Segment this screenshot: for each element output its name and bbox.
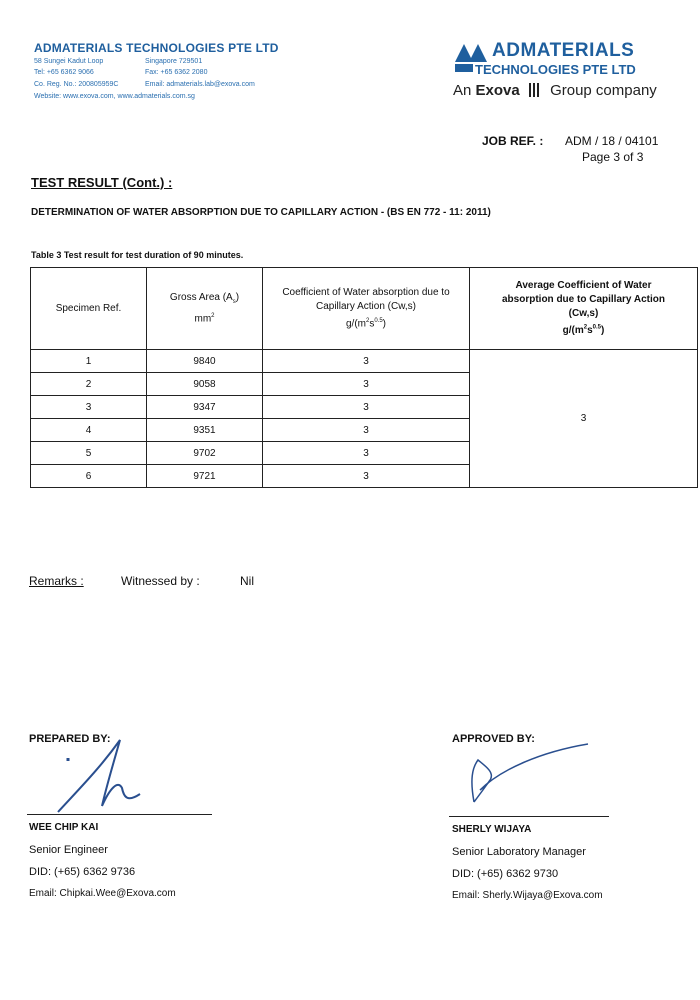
job-ref-value: ADM / 18 / 04101: [565, 134, 659, 148]
cell-ref: 3: [31, 396, 147, 419]
group-company-line: [453, 82, 657, 99]
section-title: TEST RESULT (Cont.) :: [31, 175, 173, 190]
table-row: [31, 350, 698, 373]
logo-title: ADMATERIALS: [492, 40, 635, 61]
company-address: 58 Sungei Kadut Loop: [34, 58, 104, 65]
cell-coeff: 3: [263, 465, 470, 488]
cell-coeff: 3: [263, 396, 470, 419]
table-header-row: [31, 268, 698, 350]
page-number: Page 3 of 3: [582, 150, 644, 164]
approved-did: DID: (+65) 6362 9730: [452, 868, 559, 880]
cell-ref: 2: [31, 373, 147, 396]
job-ref-label: JOB REF. :: [482, 134, 544, 148]
header-specimen: Specimen Ref.: [31, 268, 147, 350]
company-fax: Fax: +65 6362 2080: [145, 69, 208, 76]
witnessed-value: Nil: [240, 574, 254, 588]
approved-signature-line: [449, 816, 609, 817]
remarks-label: Remarks :: [29, 574, 84, 588]
approved-name: SHERLY WIJAYA: [452, 824, 532, 835]
test-title: DETERMINATION OF WATER ABSORPTION DUE TO CAPILLARY ACTION - (BS EN 772 - 11: 2011): [31, 207, 491, 218]
approved-email: Email: Sherly.Wijaya@Exova.com: [452, 890, 603, 901]
cell-area: 9840: [147, 350, 263, 373]
exova-mark-icon: [528, 82, 542, 98]
cell-coeff: 3: [263, 350, 470, 373]
cell-average: 3: [470, 350, 698, 488]
approved-title: Senior Laboratory Manager: [452, 846, 586, 858]
header-average-coefficient: Average Coefficient of Water absorption due to Capillary Action (Cw,s) $g/(m^2s^{0.5})$: [470, 268, 698, 350]
company-website: Website: www.exova.com, www.admaterials.com.sg: [34, 93, 195, 100]
cell-area: 9347: [147, 396, 263, 419]
company-email: Email: admaterials.lab@exova.com: [145, 81, 255, 88]
approved-signature: [460, 740, 600, 812]
cell-area: 9351: [147, 419, 263, 442]
table-caption: Table 3 Test result for test duration of 90 minutes.: [31, 250, 244, 260]
group-suffix: Group company: [550, 82, 657, 99]
cell-area: 9721: [147, 465, 263, 488]
company-tel: Tel: +65 6362 9066: [34, 69, 94, 76]
company-name: ADMATERIALS TECHNOLOGIES PTE LTD: [34, 41, 279, 55]
prepared-title: Senior Engineer: [29, 844, 108, 856]
company-reg: Co. Reg. No.: 200805959C: [34, 81, 119, 88]
prepared-by-label: PREPARED BY:: [29, 733, 111, 745]
prepared-email: Email: Chipkai.Wee@Exova.com: [29, 888, 176, 899]
cell-area: 9058: [147, 373, 263, 396]
witnessed-label: Witnessed by :: [121, 574, 200, 588]
cell-coeff: 3: [263, 419, 470, 442]
group-prefix: An: [453, 82, 472, 99]
logo-bar: [455, 64, 473, 72]
cell-ref: 1: [31, 350, 147, 373]
cell-ref: 6: [31, 465, 147, 488]
cell-ref: 4: [31, 419, 147, 442]
header-coefficient: Coefficient of Water absorption due to Capillary Action (Cw,s) $g/(m^2s^{0.5})$: [263, 268, 470, 350]
group-brand: Exova: [475, 82, 520, 99]
prepared-signature-line: [27, 814, 212, 815]
cell-coeff: 3: [263, 373, 470, 396]
logo-subtitle: TECHNOLOGIES PTE LTD: [475, 62, 636, 77]
prepared-signature: [40, 728, 180, 820]
company-city: Singapore 729501: [145, 58, 203, 65]
header-gross-area: Gross Area $(A_s)$ $mm^2$: [147, 268, 263, 350]
cell-ref: 5: [31, 442, 147, 465]
cell-area: 9702: [147, 442, 263, 465]
results-table: [30, 267, 698, 488]
admaterials-logo-icon: [455, 42, 491, 64]
prepared-name: WEE CHIP KAI: [29, 822, 99, 833]
cell-coeff: 3: [263, 442, 470, 465]
approved-by-label: APPROVED BY:: [452, 733, 535, 745]
prepared-did: DID: (+65) 6362 9736: [29, 866, 136, 878]
